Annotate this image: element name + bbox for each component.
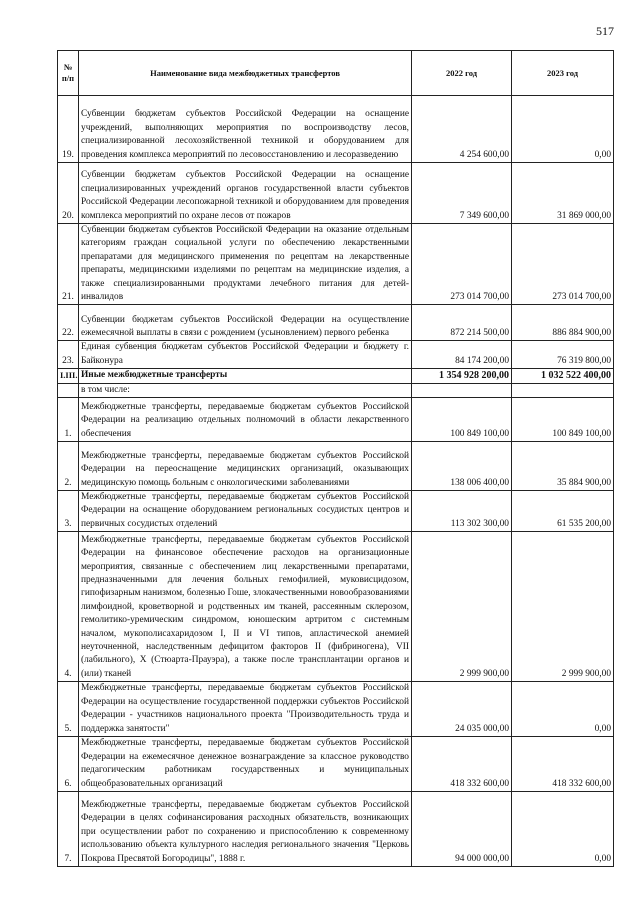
- row-text: Межбюджетные трансферты, передаваемые бюджетам субъектов Российской Федерации на осуществление государственной поддержки субъектов Российской Федерации - участников национального проекта "Производительность труда и поддержка занятости": [79, 682, 412, 737]
- table-header-row: [58, 51, 614, 96]
- table-row: [58, 682, 614, 737]
- table-row: [58, 341, 614, 369]
- table-row: [58, 398, 614, 442]
- row-num: 6.: [58, 736, 79, 791]
- row-num: 21.: [58, 224, 79, 305]
- table-row: [58, 224, 614, 305]
- row-text: Межбюджетные трансферты, передаваемые бюджетам субъектов Российской Федерации на ежемесячное денежное вознаграждение за классное руководство педагогическим работникам государственных и муниципальных общеобразовательных организаций: [79, 736, 412, 791]
- row-2022: 84 174 200,00: [412, 341, 512, 369]
- row-text: Межбюджетные трансферты, передаваемые бюджетам субъектов Российской Федерации на переоснащение медицинских организаций, оказывающих медицинскую помощь больным с онкологическими заболеваниями: [79, 442, 412, 491]
- row-2022: 94 000 000,00: [412, 791, 512, 866]
- row-2023: 0,00: [512, 791, 614, 866]
- table-row: [58, 163, 614, 224]
- row-num: 22.: [58, 305, 79, 341]
- row-2022: 4 254 600,00: [412, 96, 512, 163]
- row-num: 1.: [58, 398, 79, 442]
- row-text: Межбюджетные трансферты, передаваемые бюджетам субъектов Российской Федерации на оснащение оборудованием региональных сосудистых центров и первичных сосудистых отделений: [79, 491, 412, 532]
- row-num: 4.: [58, 532, 79, 682]
- row-num: 3.: [58, 491, 79, 532]
- header-name: Наименование вида межбюджетных трансфертов: [79, 51, 412, 96]
- table-row: [58, 532, 614, 682]
- row-num: 5.: [58, 682, 79, 737]
- row-2023: 418 332 600,00: [512, 736, 614, 791]
- table-row: [58, 491, 614, 532]
- page-number: 517: [596, 24, 614, 38]
- section-2022: 1 354 928 200,00: [412, 369, 512, 383]
- row-text: Субвенции бюджетам субъектов Российской Федерации на осуществление ежемесячной выплаты в связи с рождением (усыновлением) первого ребенка: [79, 305, 412, 341]
- row-2023: 0,00: [512, 96, 614, 163]
- row-text: Субвенции бюджетам субъектов Российской Федерации на оснащение специализированных учреждений органов государственной власти субъектов Российской Федерации лесопожарной техникой и оборудованием для проведения комплекса мероприятий по охране лесов от пожаров: [79, 163, 412, 224]
- row-2023: 76 319 800,00: [512, 341, 614, 369]
- row-2023: 35 884 900,00: [512, 442, 614, 491]
- row-2022: 2 999 900,00: [412, 532, 512, 682]
- row-text: Межбюджетные трансферты, передаваемые бюджетам субъектов Российской Федерации на финансовое обеспечение расходов на организационные мероприятия, связанные с обеспечением лиц лекарственными препаратами, предназначенными для лечения больных гемофилией, муковисцидозом, гипофизарным нанизмом, болезнью Гоше, злокачественными новообразованиями лимфоидной, кроветворной и родственных им тканей, рассеянным склерозом, гемолитико-уремическим синдромом, юношеским артритом с системным началом, мукополисахаридозом I, II и VI типов, апластической анемией неуточненной, наследственным дефицитом факторов II (фибриногена), VII (лабильного), X (Стюарта-Прауэра), а также после трансплантации органов и (или) тканей: [79, 532, 412, 682]
- row-2023: 273 014 700,00: [512, 224, 614, 305]
- header-num: № п/п: [58, 51, 79, 96]
- section-2023: 1 032 522 400,00: [512, 369, 614, 383]
- row-2022: 872 214 500,00: [412, 305, 512, 341]
- header-2023: 2023 год: [512, 51, 614, 96]
- row-text: Единая субвенция бюджетам субъектов Российской Федерации и бюджету г. Байконура: [79, 341, 412, 369]
- row-text: Субвенции бюджетам субъектов Российской Федерации на оказание отдельным категориям граждан социальной услуги по обеспечению лекарственными препаратами для медицинского применения по рецептам на лекарственные препараты, медицинскими изделиями по рецептам на медицинские изделия, а также специализированными продуктами лечебного питания для детей-инвалидов: [79, 224, 412, 305]
- including-row: [58, 383, 614, 397]
- section-num: I.III.: [58, 369, 79, 383]
- row-num: 2.: [58, 442, 79, 491]
- section-row: [58, 369, 614, 383]
- row-2022: 273 014 700,00: [412, 224, 512, 305]
- header-2022: 2022 год: [412, 51, 512, 96]
- including-label: в том числе:: [79, 383, 412, 397]
- row-2022: 7 349 600,00: [412, 163, 512, 224]
- row-text: Межбюджетные трансферты, передаваемые бюджетам субъектов Российской Федерации на реализацию отдельных полномочий в области лекарственного обеспечения: [79, 398, 412, 442]
- row-2022: 24 035 000,00: [412, 682, 512, 737]
- row-2022: 418 332 600,00: [412, 736, 512, 791]
- table-row: [58, 442, 614, 491]
- row-2023: 0,00: [512, 682, 614, 737]
- row-text: Субвенции бюджетам субъектов Российской Федерации на оснащение учреждений, выполняющих мероприятия по воспроизводству лесов, специализированной лесохозяйственной техникой и оборудованием для проведения комплекса мероприятий по лесовосстановлению и лесоразведению: [79, 96, 412, 163]
- row-num: 19.: [58, 96, 79, 163]
- row-num: 20.: [58, 163, 79, 224]
- table-row: [58, 96, 614, 163]
- row-2022: 100 849 100,00: [412, 398, 512, 442]
- row-num: 23.: [58, 341, 79, 369]
- row-2023: 2 999 900,00: [512, 532, 614, 682]
- transfers-table: [57, 50, 614, 867]
- row-num: 7.: [58, 791, 79, 866]
- row-2023: 100 849 100,00: [512, 398, 614, 442]
- row-2023: 31 869 000,00: [512, 163, 614, 224]
- table-row: [58, 736, 614, 791]
- row-text: Межбюджетные трансферты, передаваемые бюджетам субъектов Российской Федерации в целях софинансирования расходных обязательств, возникающих при осуществлении работ по сохранению и приспособлению к современному использованию объекта культурного наследия регионального значения "Церковь Покрова Пресвятой Богородицы", 1888 г.: [79, 791, 412, 866]
- table-row: [58, 305, 614, 341]
- row-2022: 113 302 300,00: [412, 491, 512, 532]
- section-title: Иные межбюджетные трансферты: [79, 369, 412, 383]
- table-row: [58, 791, 614, 866]
- row-2022: 138 006 400,00: [412, 442, 512, 491]
- row-2023: 886 884 900,00: [512, 305, 614, 341]
- row-2023: 61 535 200,00: [512, 491, 614, 532]
